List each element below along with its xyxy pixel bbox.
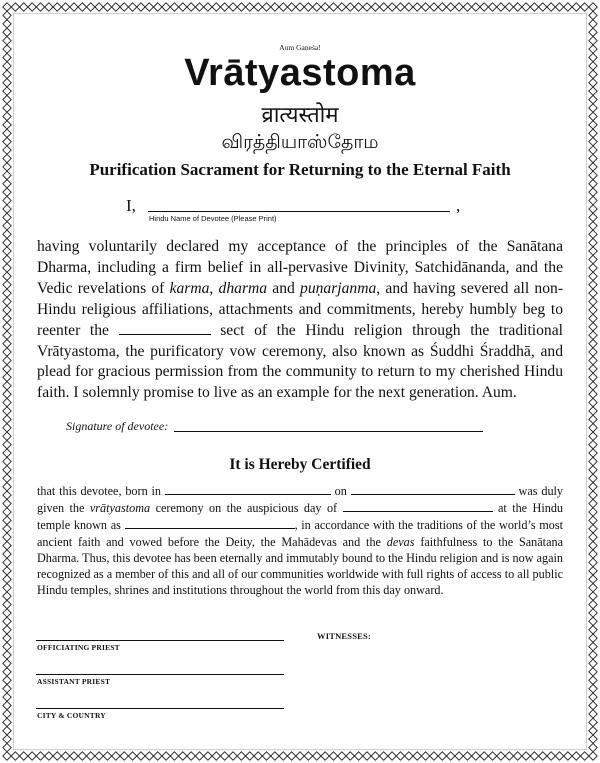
document-title: Vrātyastoma xyxy=(184,52,416,94)
devotee-prefix: I, xyxy=(126,196,136,215)
ceremony-date-field[interactable] xyxy=(343,499,493,512)
declaration-text: , and having severed all non-Hindu religious affiliations, attachments and commitments, hereby humbly beg to reenter the xyxy=(37,279,564,339)
devotee-caption: Hindu Name of Devotee (Please Print) xyxy=(149,214,277,223)
devotee-suffix: , xyxy=(456,196,461,215)
certification-text: ceremony on the auspicious day of xyxy=(150,501,343,516)
certification-text: was duly given the xyxy=(37,484,564,516)
declaration-paragraph xyxy=(37,237,563,404)
devotee-name-field[interactable] xyxy=(148,199,450,212)
signature-field[interactable] xyxy=(174,419,483,432)
declaration-text: and xyxy=(267,279,301,297)
city-country-label: CITY & COUNTRY xyxy=(37,711,106,720)
term-devas: devas xyxy=(386,534,415,549)
temple-name-field[interactable] xyxy=(125,516,295,529)
assistant-priest-label: ASSISTANT PRIEST xyxy=(37,677,111,686)
signature-label: Signature of devotee: xyxy=(66,419,169,433)
declaration-text: having voluntarily declared my acceptance of the principles of the Sanātana Dharma, including a firm belief in all-pervasive Divinity, Satchidānanda, and the Vedic revelations of xyxy=(37,238,563,297)
city-country-field[interactable] xyxy=(36,708,284,709)
declaration-text: sect of the Hindu religion through the traditional Vrātyastoma, the purificatory vow ceremony, also known as Śuddhi Śraddhā, and plead for gracious permission from the community to return to my cherished Hindu faith. I solemnly promise to live as an example for the next generation. Aum. xyxy=(37,321,563,402)
birthdate-field[interactable] xyxy=(351,482,515,495)
sect-field[interactable] xyxy=(119,322,211,335)
certification-paragraph xyxy=(37,482,563,598)
term-punarjanma: puṇarjanma xyxy=(300,279,377,297)
certification-text: faithfulness to the Sanātana Dharma. Thus, this devotee has been eternally and immutably bound to the Hindu religion and is now again recognized as a member of this and all of our communities worldwide with full rights of access to all public Hindu temples, shrines and institutions throughout the world from this day onward. xyxy=(37,534,563,598)
term-karma: karma xyxy=(169,279,210,297)
certification-text: on xyxy=(330,484,351,498)
title-tamil: விரத்தியாஸ்தோம xyxy=(221,131,379,153)
witnesses-label: WITNESSES: xyxy=(317,631,371,641)
certification-text: at the Hindu temple known as xyxy=(37,501,564,533)
term-dharma: dharma xyxy=(218,279,268,297)
subtitle: Purification Sacrament for Returning to the Eternal Faith xyxy=(89,160,511,179)
title-devanagari: व्रात्यस्तोम xyxy=(261,103,339,128)
officiating-priest-field[interactable] xyxy=(36,640,284,641)
officiating-priest-label: OFFICIATING PRIEST xyxy=(37,643,120,652)
assistant-priest-field[interactable] xyxy=(36,674,284,675)
certification-heading: It is Hereby Certified xyxy=(229,456,371,473)
birthplace-field[interactable] xyxy=(165,482,331,495)
invocation: Aum Gaṇeśa! xyxy=(279,43,321,52)
declaration-text: , xyxy=(209,279,219,297)
certification-text: that this devotee, born in xyxy=(37,484,165,498)
certification-text: , in accordance with the traditions of the world’s most ancient faith and vowed before the Deity, the Mahādevas and the xyxy=(37,518,563,549)
term-vratyastoma: vrātyastoma xyxy=(89,501,151,516)
